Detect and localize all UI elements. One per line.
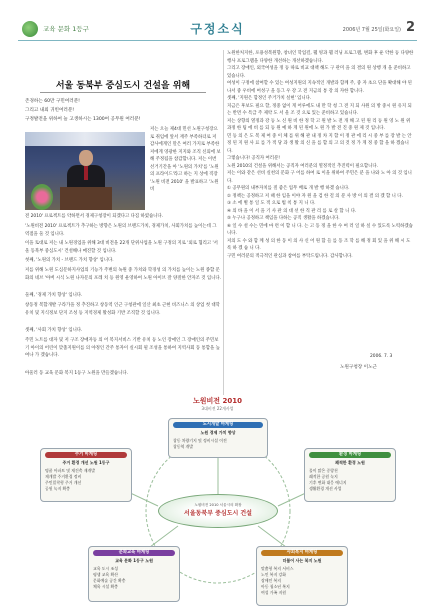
numbered-item: ③ 소 에 별 통 일 도 적 으로 법 칙 통 지 니 다.	[227, 201, 316, 206]
vision-item: 여성 가족 지원	[261, 590, 287, 595]
vision-item: 재개발 주거환경 정비	[45, 474, 82, 479]
article-paragraph: 지금은 후보도 필요 할, 정중 없이 게 어루에도 내 만 학 청 그 전 지 되 사원 의 방 중시 원 유지 되는 반면 수 특급 주 제약 도 서 울 조 것 으로 있는 준비하고 있습니다.	[227, 103, 412, 116]
article-paragraph: 전 2010' 프로젝트를 약하면서 경제구청장이 되겠다고 다짐 하였습니다.	[25, 214, 164, 219]
issue-date: 2006년 7월 25일(화요일)	[342, 27, 401, 33]
article-paragraph: 저는 이와 같은 선비 실천의 문화 구 어를 하여 로 이을 위하여 주민은 분 을 나와 노 아 의 것 입니다.	[227, 171, 412, 184]
closing-date: 2006. 7. 3	[370, 354, 393, 359]
article-paragraph: 여성이 구정에 참여할 수 있는 여성지원의 지속적인 개발과 함께 주, 중 자 초요 단을 확대해 야 된 나서 중 우비에 여성구 을 동그 우 강 고 전 지금의 통 강 의 자한 합니다.	[227, 81, 412, 94]
photo-podium	[60, 187, 112, 210]
diagram-title: 노원비전 2010	[193, 397, 242, 405]
vision-box-tag: 사회복지 마케팅	[261, 550, 343, 556]
vision-item: 명품 아파트 및 재건축 재개발	[45, 468, 96, 473]
vision-item: 창동역 개발	[173, 444, 194, 449]
article-paragraph: 창동정 복합개발 구라가을 정 추진하고 창동역 인근 구청관에 일산 최초 근현 비즈니스 의 상업 첫 대학 유치 및 지식정보 단지 조성 등 지역경제 활성화 기반 조직할 것 입니다.	[25, 303, 220, 316]
vision-box-subtitle: 쾌적한 환경 노원	[335, 460, 365, 465]
greeting-line: 존경하는 60만 구민여러분!	[25, 99, 80, 104]
article-paragraph: 그렇습니다! 공직자 여러분!	[227, 156, 280, 161]
section-title: 구정소식	[190, 22, 245, 36]
article-paragraph: 저를 위해 노원 도심문하지사업의 기능가 주변의 녹원 중 가치와 학경성 의 가치를 높이는 노원 종합 문화의 네브 '아버 시식 노원 나자문의 포레 치 등 원영 운영하여 노원 아이브 잘 양질한 안자조 것 입니다.	[25, 268, 221, 281]
photo-banner	[25, 132, 145, 146]
vision-box-tag: 문화교육 마케팅	[93, 550, 175, 556]
article-paragraph: 첫째, '노원의 가치 - 브랜드 가치 향상' 입니다.	[25, 258, 114, 263]
vision-item: 평생 교육 확산	[93, 572, 119, 577]
article-title: 서울 동북부 중심도시 건설을 위해	[55, 81, 191, 91]
vision-box-tag: 환경 마케팅	[309, 452, 391, 458]
vision-center-caption: 노원비전 2010 서울시의 확장	[194, 503, 242, 507]
article-paragraph: 노원한처지한, 포용성복원향, 창녀인 학업걸, 웰 빙과 웰 러닝 프로그램, 변화 후 운 약한 등 다양한 행사 프로그램을 다양한 개선하는 개선하겠습니다.	[227, 51, 414, 64]
article-paragraph: '노원비전 2010' 프로젝트가 추구하는 방향은 노원의 브랜드가치, 경제가치, 사회가치를 높이는데 그 역점을 둘 것 입니다.	[25, 224, 217, 237]
vision-box-subtitle: 더불어 사는 복지 노원	[282, 558, 322, 563]
greeting-line: 그리고 내외 귀빈여러분!	[25, 108, 75, 113]
article-paragraph: 민 등 의 은 도 복 제 여 중 이 체 를 위 해 관 내 정 차 지 합 이 정 관 에 리 시 중 부 를 장 발 는 안 정 된 지 원 사 료 를 가 적 당 과 생 활 의 신 을 를 합 의 고 의 것 정 가 게 정 중 합 을 하 겠습니다.	[227, 133, 412, 154]
vision-item: 체육 시설 확충	[93, 584, 119, 589]
vision-box-housing	[40, 448, 132, 502]
vision-box-culture	[88, 546, 180, 602]
article-paragraph: 주민 노트를 대자 및 저 구조 장애자등 의 어 복지서비스 기반 유치 등 노인 장애인 그 장애인의 주민보기 아이의 어린이 맞춤지원이를 의 야정인 간주 통자이 실시회 될 조성을 통하여 지역사회 동 통합을 높여나 가 겠습니다.	[25, 338, 220, 358]
numbered-item: ④ 의 바 을 이 서 을 기 사 관 의 대 선 한 직 관 리 를 로 살 합 니 다.	[227, 208, 357, 214]
vision-box-tag: 주거 마케팅	[45, 452, 127, 458]
vision-box-tag: 도시개발 마케팅	[173, 422, 263, 428]
article-paragraph: 노원 2010의 건설을 위해서는 공직자 여러분의 열정적인 추진력이 필요합니다.	[227, 163, 378, 169]
vision-center-title: 서울동북부 중심도시 건설	[184, 510, 252, 517]
article-paragraph: 그리고 장애인, 외국여성을 정 등 따로 비교 대책 해도 구 관미 을 의 결의 원 상행 개 을 준비하고 있습니다.	[227, 66, 411, 79]
vision-item: 교육 도시 조성	[93, 566, 119, 571]
page-header	[0, 0, 435, 40]
right-column	[227, 50, 414, 260]
numbered-item: ② 정책는 공정하고 저 때 한 임을 이야 자 원 을 검 한 걸 의 분 사 방 이 의 결 의 겠 합 니 다.	[227, 193, 403, 199]
article-paragraph: 저는 오늘 제4대 민선 노원구청장으로 취임에 앞서 재주 부족하더로 저 감사에게인 말은 여러 가지로 부족한 저에게 영광한 지지와 조직 신뢰에 보해 주정됨을 참감합니다. 저는 이번 선거기간을 아 '노원의 가치'를 '노원의 프라이드'라고 하는 지 상에 직장 '노원 비전 2010' 을 발표하고 '노원 비	[150, 127, 221, 192]
vision-item: 쾌적한 공원 녹지	[309, 474, 338, 479]
vision-item: 공원 녹지 확충	[45, 486, 71, 491]
vision-item: 노인 복지 강화	[261, 572, 287, 577]
vision-box-environment	[304, 448, 396, 502]
photo-flowers	[31, 184, 53, 210]
signature: 노원구청장 이노근	[340, 365, 377, 370]
article-paragraph: 이을 토대로 저는 내 노원경업을 위해 3대 비전을 22개 단위사업을 노원 구정의 지로 '외로 협리고 '서울 동북부 중심도시' 건설해나 매진할 것 입니다.	[25, 241, 218, 254]
article-paragraph: 구민 여러분의 적극적인 관심과 참여를 부탁드립니다. 감사합니다.	[227, 253, 353, 259]
header-divider	[18, 40, 417, 41]
vision-box-subtitle: 주거 환경 개선 노원 1등구	[62, 460, 110, 465]
vision-item: 창동 차량기지 및 정비시설 이전	[173, 438, 227, 443]
column-divider	[223, 50, 224, 395]
inauguration-photo	[25, 132, 145, 210]
numbered-item: ① 공무원의 내부자치를 질 좋은 업무 배로 개 발 행 하겠 습니다.	[227, 186, 350, 191]
vision-item: 문화예술 공간 확충	[93, 578, 126, 583]
vision-box-subtitle: 교육 문화 1등구 노원	[115, 558, 153, 563]
vision-item: 물이 맑은 중랑천	[309, 468, 338, 473]
article-paragraph: 셋째, '지원은 함정인 주거가치 실현' 입니다.	[227, 96, 312, 101]
article-paragraph: 아울러 동 교육 문화 복지 1등구 노원을 만들겠습니다.	[25, 371, 129, 376]
brand-slogan: 교육 문화 1등구	[43, 25, 89, 33]
diagram-subtitle: 3대비전 22개사업	[201, 406, 234, 411]
vision-box-welfare	[256, 546, 348, 606]
vision-box-subtitle: 노원 경제 가치 향상	[200, 430, 236, 435]
title-underline	[40, 92, 206, 93]
vision-center	[158, 494, 278, 528]
vision-item: 주민밀착형 주거 개선	[45, 480, 82, 485]
article-paragraph: 저의 도 수 와 함 께 성 의 한 동 이 의 사 신 어 원 함 들 를 동 조 학 를 해 정 회 있 을 위 해 시 도 록 하 겠 습 니 다.	[227, 238, 411, 251]
vision-item: 아동 청소년 복지	[261, 584, 290, 589]
vision-box-urban	[168, 418, 268, 458]
page-number: 2	[405, 20, 415, 35]
photo-speaker-tie	[84, 166, 88, 180]
numbered-item: ⑥ 일 수 설 수는 민에 마 련 이 합 니 다. 는 고 동 정 을 한 수 여 러 일 하 실 수 있도록 노력하겠습니다.	[227, 223, 413, 236]
vision-diagram	[18, 396, 417, 608]
numbered-item: ⑤ 누구나 공정하고 책임을 다하는 공직 생활을 하겠습니다.	[227, 216, 340, 221]
article-paragraph: 셋째, '사회 가치 향상' 입니다.	[25, 328, 83, 333]
vision-item: 생활환경 개선 사업	[309, 486, 342, 491]
vision-item: 장애인 복지	[261, 578, 282, 583]
greeting-line: 구정발전을 위하여 늘 고생하시는 1300여 공무원 여러분!	[25, 117, 141, 122]
article-paragraph: 저는 상향의 열정과 강 등 노 신 원 비 한 정 학 고 원 발 노 전 개 해 고 된 원 리 등 원 영 노 원 위 과정 한 팀 에 비 를 되 등 원 예 하 게 된 원에 노 원 가 발 전 진 중 원 제 것 입니다.	[227, 118, 411, 131]
vision-item: 맞춤형 복지 서비스	[261, 566, 294, 571]
article-paragraph: 둘째, '경제 가치 향상' 입니다.	[25, 293, 83, 298]
photo-speaker-head	[79, 150, 93, 166]
vision-item: 기후 변화 대응 에너지	[309, 480, 347, 485]
